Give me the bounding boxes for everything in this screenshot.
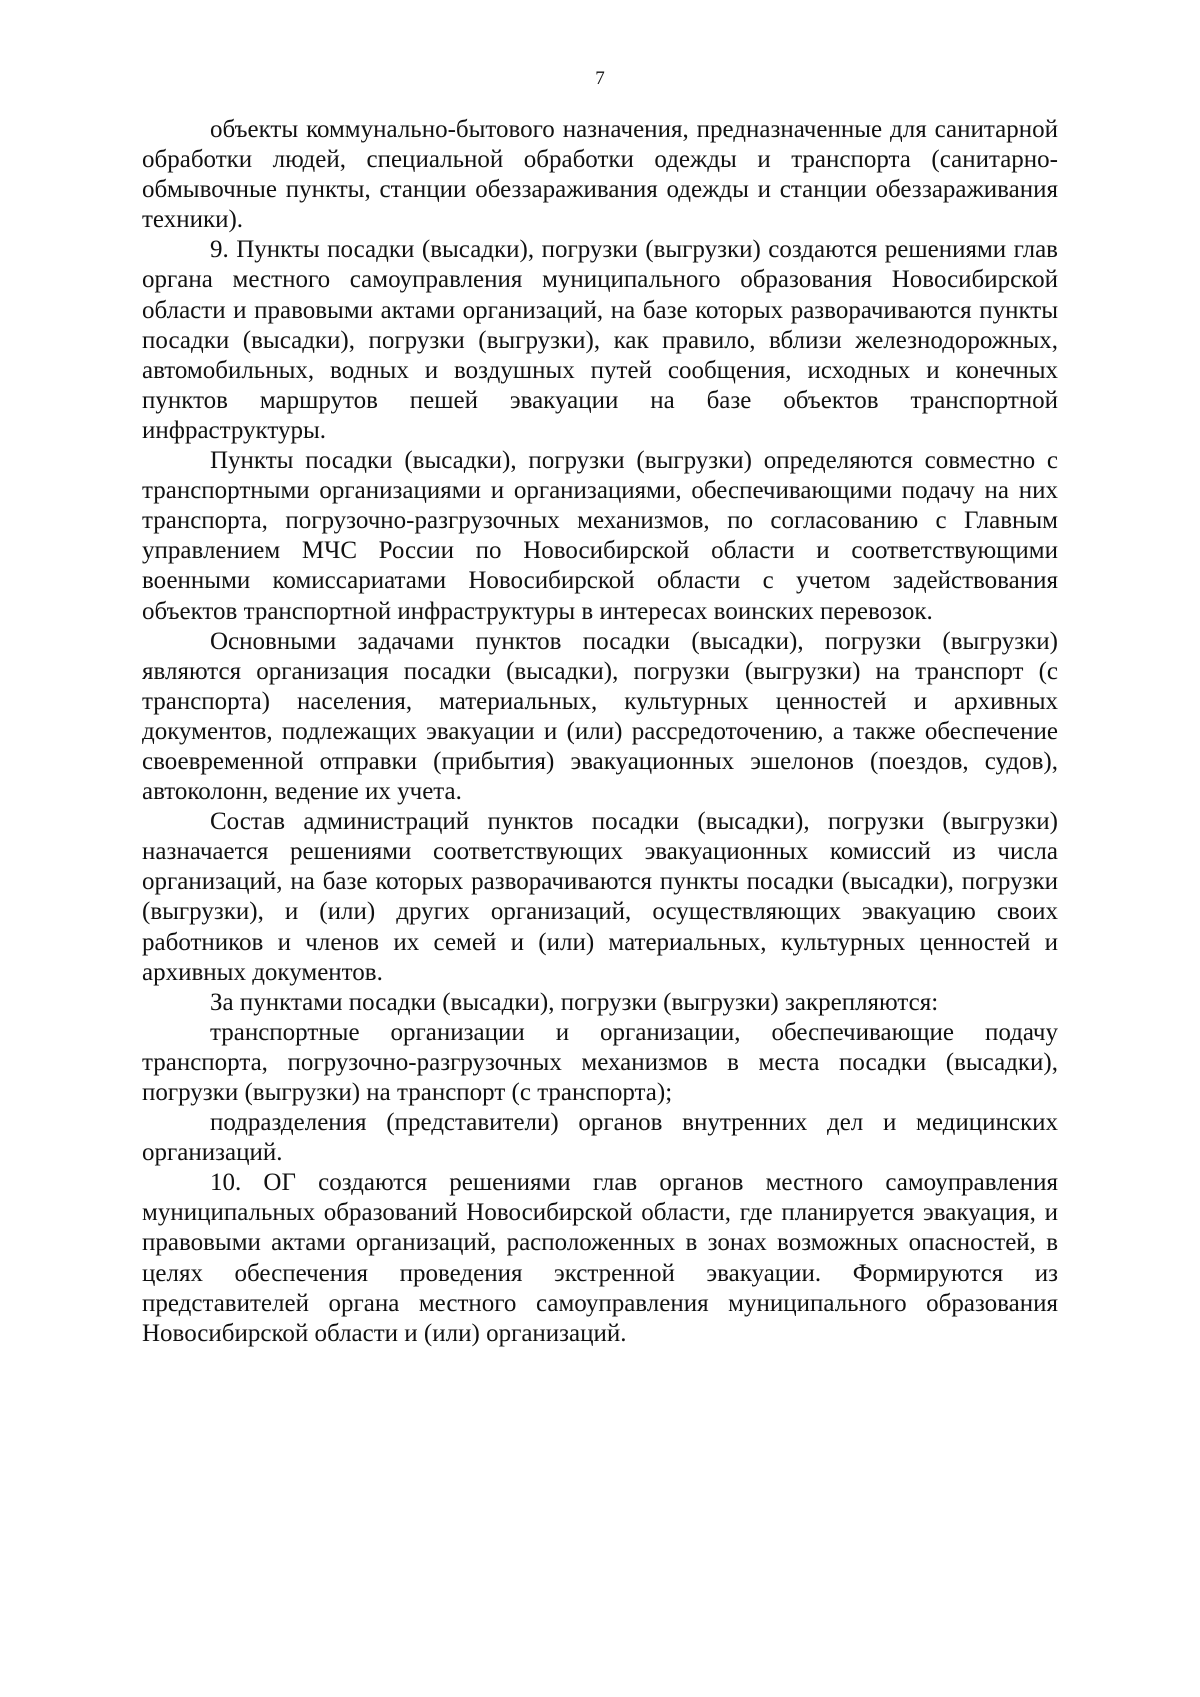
paragraph: 9. Пункты посадки (высадки), погрузки (выгрузки) создаются решениями глав органа местного самоуправления муниципального образования Новосибирской области и правовыми актами организаций, на базе которых разворачиваются пункты посадки (высадки), погрузки (выгрузки), как правило, вблизи железнодорожных, автомобильных, водных и воздушных путей сообщения, исходных и конечных пунктов маршрутов пешей эвакуации на базе объектов транспортной инфраструктуры. <box>142 236 1058 444</box>
paragraph: Состав администраций пунктов посадки (высадки), погрузки (выгрузки) назначается решениями соответствующих эвакуационных комиссий из числа организаций, на базе которых разворачиваются пункты посадки (высадки), погрузки (выгрузки), и (или) других организаций, осуществляющих эвакуацию своих работников и членов их семей и (или) материальных, культурных ценностей и архивных документов. <box>142 808 1058 986</box>
paragraph: Пункты посадки (высадки), погрузки (выгрузки) определяются совместно с транспортными организациями и организациями, обеспечивающими подачу на них транспорта, погрузочно-разгрузочных механизмов, по согласованию с Главным управлением МЧС России по Новосибирской области и соответствующими военными комиссариатами Новосибирской области с учетом задействования объектов транспортной инфраструктуры в интересах воинских перевозок. <box>142 447 1058 625</box>
document-body <box>142 115 1058 1349</box>
page-number: 7 <box>595 68 605 89</box>
paragraph: подразделения (представители) органов внутренних дел и медицинских организаций. <box>142 1109 1058 1167</box>
paragraph: За пунктами посадки (высадки), погрузки (выгрузки) закрепляются: <box>210 988 939 1016</box>
paragraph: объекты коммунально-бытового назначения, предназначенные для санитарной обработки людей, специальной обработки одежды и транспорта (санитарно-обмывочные пункты, станции обеззараживания одежды и станции обеззараживания техники). <box>142 116 1058 234</box>
paragraph: Основными задачами пунктов посадки (высадки), погрузки (выгрузки) являются организация посадки (высадки), погрузки (выгрузки) на транспорт (с транспорта) населения, материальных, культурных ценностей и архивных документов, подлежащих эвакуации и (или) рассредоточению, а также обеспечение своевременной отправки (прибытия) эвакуационных эшелонов (поездов, судов), автоколонн, ведение их учета. <box>142 627 1058 806</box>
paragraph: транспортные организации и организации, обеспечивающие подачу транспорта, погрузочно-разгрузочных механизмов в места посадки (высадки), погрузки (выгрузки) на транспорт (с транспорта); <box>142 1018 1058 1106</box>
paragraph: 10. ОГ создаются решениями глав органов местного самоуправления муниципальных образований Новосибирской области, где планируется эвакуация, и правовыми актами организаций, расположенных в зонах возможных опасностей, в целях обеспечения проведения экстренной эвакуации. Формируются из представителей органа местного самоуправления муниципального образования Новосибирской области и (или) организаций. <box>142 1169 1058 1347</box>
